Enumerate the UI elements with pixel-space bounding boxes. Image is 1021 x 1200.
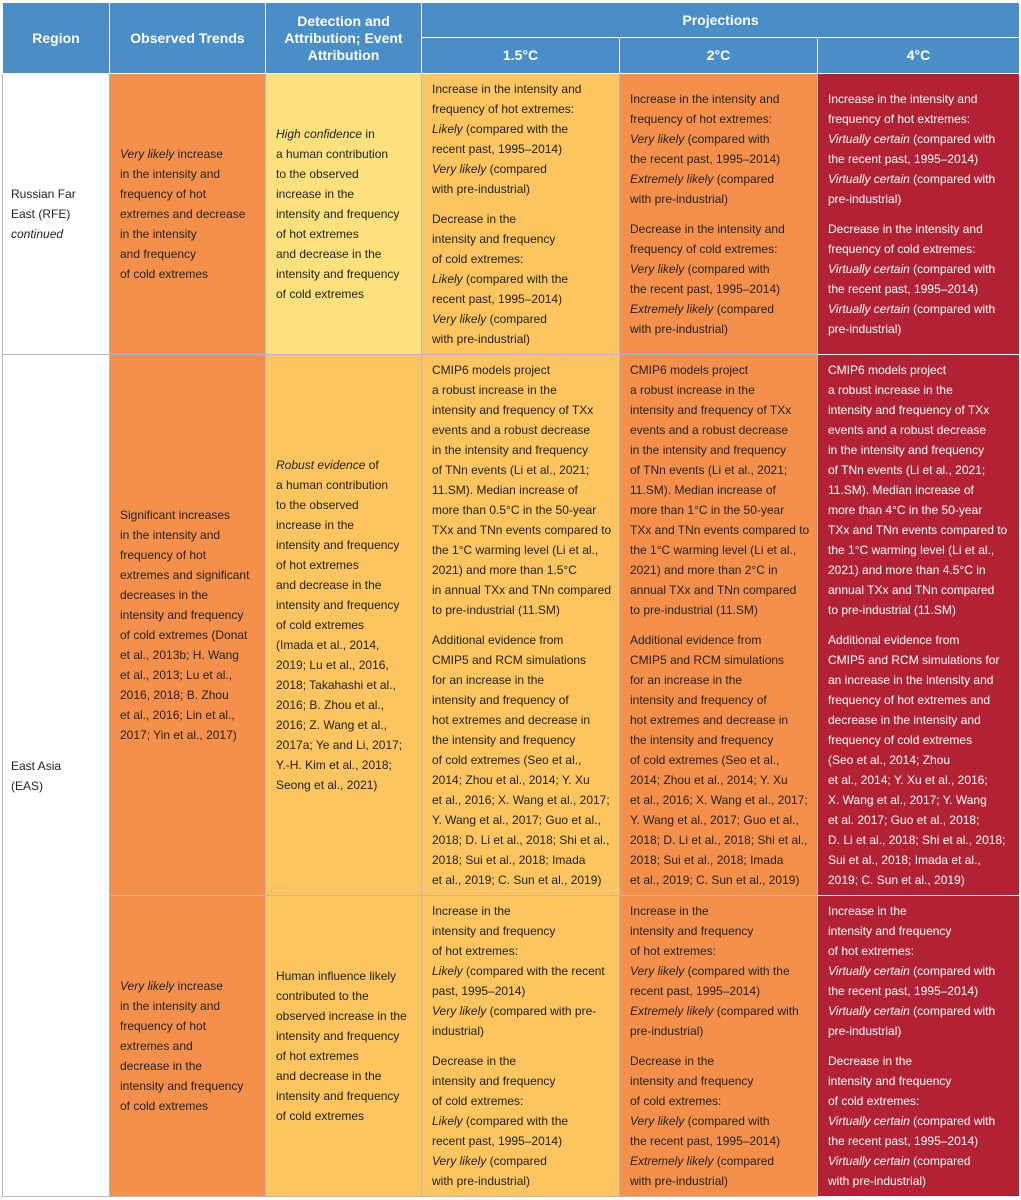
cell-line: Extremely likely (compared	[630, 172, 775, 186]
cell-line: of TNn events (Li et al., 2021;	[630, 463, 788, 477]
cell-line: Decrease in the	[630, 1054, 715, 1068]
cell-line: Very likely increase	[120, 147, 223, 161]
cell-line: of hot extremes	[276, 558, 359, 572]
cell-line: recent past, 1995–2014)	[630, 984, 761, 998]
cell-line: frequency of hot extremes and	[828, 693, 991, 707]
cell-line: frequency of hot	[120, 187, 207, 201]
cell-line: 11.SM). Median increase of	[828, 483, 974, 497]
cell-line: a robust increase in the	[630, 383, 755, 397]
cell-line: 2017a; Ye and Li, 2017;	[276, 738, 403, 752]
cell-line: pre-industrial)	[828, 192, 902, 206]
cell-line: High confidence in	[276, 127, 375, 141]
region-line: East Asia	[11, 758, 62, 773]
cell-line: Y. Wang et al., 2017; Guo et al.,	[630, 813, 799, 827]
cell-line: events and a robust decrease	[828, 423, 987, 437]
cell-line: extremes and	[120, 1039, 193, 1053]
cell-line: et al., 2019; C. Sun et al., 2019)	[432, 873, 602, 887]
cell-line: of cold extremes	[120, 1099, 209, 1113]
cell-line: with pre-industrial)	[432, 182, 531, 196]
cell-line: intensity and frequency	[276, 267, 400, 281]
cell-line: intensity and frequency	[276, 207, 400, 221]
cell-line: intensity and frequency	[120, 1079, 244, 1093]
cell-line: Very likely (compared with	[630, 1114, 770, 1128]
cell-line: decreases in the	[120, 588, 209, 602]
cell-line: frequency of cold extremes	[828, 733, 973, 747]
cell-line: frequency of hot extremes:	[828, 112, 971, 126]
cell-paragraph	[828, 89, 1013, 209]
cell-line: annual TXx and TNn compared	[828, 583, 995, 597]
table-row	[3, 896, 1020, 1197]
cell-line: 11.SM). Median increase of	[432, 483, 578, 497]
cell-line: Virtually certain (compared with	[828, 172, 996, 186]
header-observed-trends: Observed Trends	[110, 3, 266, 74]
cell-line: Increase in the intensity and	[432, 82, 582, 96]
projection-1-5c-cell	[422, 74, 620, 355]
cell-paragraph	[828, 360, 1013, 620]
cell-line: observed increase in the	[276, 1009, 407, 1023]
region-line: continued	[11, 227, 64, 241]
cell-line: extremes and decrease	[120, 207, 246, 221]
cell-line: and frequency	[120, 247, 197, 261]
cell-line: to pre-industrial (11.SM)	[432, 603, 560, 617]
cell-line: 2014; Zhou et al., 2014; Y. Xu	[630, 773, 788, 787]
cell-line: the intensity and frequency	[630, 733, 774, 747]
cell-line: of hot extremes:	[630, 944, 717, 958]
cell-line: Very likely (compared with the	[630, 964, 790, 978]
cell-line: with pre-industrial)	[432, 332, 531, 346]
cell-paragraph	[630, 630, 811, 890]
cell-line: Sui et al., 2018; Imada et al.,	[828, 853, 981, 867]
cell-line: Very likely (compared with pre-	[432, 1004, 597, 1018]
cell-line: with pre-industrial)	[432, 1174, 531, 1188]
cell-paragraph	[432, 209, 613, 349]
cell-line: pre-industrial)	[630, 1024, 704, 1038]
cell-line: TXx and TNn events compared to	[432, 523, 612, 537]
cell-line: in the intensity and frequency	[432, 443, 589, 457]
cell-line: Extremely likely (compared	[630, 302, 775, 316]
cell-line: 2016; Z. Wang et al.,	[276, 718, 387, 732]
cell-line: increase in the	[276, 518, 355, 532]
cell-line: the recent past, 1995–2014)	[630, 282, 781, 296]
region-cell	[3, 355, 110, 1197]
cell-line: 2018; D. Li et al., 2018; Shi et al.,	[630, 833, 808, 847]
cell-line: Increase in the intensity and	[630, 92, 780, 106]
header-4c: 4°C	[818, 38, 1020, 74]
cell-line: 2018; Sui et al., 2018; Imada	[630, 853, 784, 867]
region-cell	[3, 74, 110, 355]
region-line: Russian Far	[11, 187, 76, 201]
cell-line: a human contribution	[276, 147, 389, 161]
cell-line: Robust evidence of	[276, 458, 379, 472]
cell-paragraph	[432, 630, 613, 890]
cell-line: X. Wang et al., 2017; Y. Wang	[828, 793, 987, 807]
cell-line: of cold extremes (Seo et al.,	[432, 753, 582, 767]
observed-trends-cell	[110, 896, 266, 1197]
region-line: East (RFE)	[11, 207, 71, 221]
cell-line: intensity and frequency	[120, 608, 244, 622]
observed-trends-cell	[110, 74, 266, 355]
cell-line: Likely (compared with the	[432, 122, 569, 136]
cell-line: CMIP6 models project	[432, 363, 551, 377]
cell-line: of cold extremes	[120, 267, 209, 281]
cell-paragraph	[630, 89, 811, 209]
cell-line: 2014; Zhou et al., 2014; Y. Xu	[432, 773, 590, 787]
cell-line: more than 0.5°C in the 50-year	[432, 503, 597, 517]
cell-line: of cold extremes (Donat	[120, 628, 248, 642]
cell-line: Virtually certain (compared with	[828, 1114, 996, 1128]
cell-line: 11.SM). Median increase of	[630, 483, 776, 497]
cell-line: Very likely (compared	[432, 1154, 547, 1168]
cell-line: recent past, 1995–2014)	[432, 142, 563, 156]
cell-line: of TNn events (Li et al., 2021;	[432, 463, 590, 477]
cell-line: Extremely likely (compared with	[630, 1004, 799, 1018]
cell-line: intensity and frequency of TXx	[828, 403, 990, 417]
cell-line: in the intensity and	[120, 167, 221, 181]
cell-line: Decrease in the intensity and	[630, 222, 785, 236]
cell-line: Decrease in the intensity and	[828, 222, 983, 236]
header-2c: 2°C	[620, 38, 818, 74]
cell-line: Increase in the	[630, 904, 709, 918]
cell-line: of hot extremes	[276, 227, 359, 241]
cell-paragraph	[630, 219, 811, 339]
cell-line: frequency of cold extremes:	[828, 242, 976, 256]
cell-line: contributed to the	[276, 989, 369, 1003]
cell-line: et al., 2014; Y. Xu et al., 2016;	[828, 773, 988, 787]
cell-line: Additional evidence from	[828, 633, 960, 647]
cell-line: with pre-industrial)	[630, 192, 729, 206]
extremes-table	[2, 2, 1020, 1197]
header-projections: Projections	[422, 3, 1020, 38]
cell-paragraph	[630, 360, 811, 620]
cell-line: 2021) and more than 4.5°C in	[828, 563, 986, 577]
cell-line: Decrease in the	[432, 1054, 517, 1068]
cell-line: frequency of hot extremes:	[630, 112, 773, 126]
cell-line: decrease in the intensity and	[828, 713, 981, 727]
cell-line: (Seo et al., 2014; Zhou	[828, 753, 951, 767]
cell-line: Virtually certain (compared with	[828, 1004, 996, 1018]
cell-line: of cold extremes:	[828, 1094, 920, 1108]
cell-paragraph	[828, 901, 1013, 1041]
cell-line: Very likely (compared with	[630, 262, 770, 276]
cell-line: to pre-industrial (11.SM)	[828, 603, 956, 617]
cell-line: intensity and frequency	[276, 1029, 400, 1043]
cell-paragraph	[630, 1051, 811, 1191]
cell-line: and decrease in the	[276, 578, 382, 592]
cell-paragraph	[432, 79, 613, 199]
cell-line: frequency of hot	[120, 1019, 207, 1033]
cell-line: intensity and frequency of TXx	[432, 403, 594, 417]
cell-line: Virtually certain (compared with	[828, 262, 996, 276]
header-detection-attribution: Detection and Attribution; Event Attribution	[266, 3, 422, 74]
cell-line: of hot extremes:	[828, 944, 915, 958]
cell-line: TXx and TNn events compared to	[828, 523, 1008, 537]
cell-line: CMIP6 models project	[630, 363, 749, 377]
cell-line: in the intensity and frequency	[828, 443, 985, 457]
cell-line: a robust increase in the	[828, 383, 953, 397]
cell-line: of cold extremes (Seo et al.,	[630, 753, 780, 767]
cell-line: et al., 2016; X. Wang et al., 2017;	[432, 793, 610, 807]
cell-line: a robust increase in the	[432, 383, 557, 397]
cell-line: Extremely likely (compared	[630, 1154, 775, 1168]
cell-line: more than 1°C in the 50-year	[630, 503, 785, 517]
cell-line: intensity and frequency	[432, 1074, 556, 1088]
cell-line: intensity and frequency	[276, 1089, 400, 1103]
cell-line: of TNn events (Li et al., 2021;	[828, 463, 986, 477]
cell-line: Likely (compared with the	[432, 1114, 569, 1128]
cell-line: Very likely (compared	[432, 162, 547, 176]
cell-line: 2019; Lu et al., 2016,	[276, 658, 389, 672]
cell-line: Decrease in the	[828, 1054, 913, 1068]
cell-line: D. Li et al., 2018; Shi et al., 2018;	[828, 833, 1006, 847]
cell-line: TXx and TNn events compared to	[630, 523, 810, 537]
attribution-cell	[266, 355, 422, 896]
cell-line: intensity and frequency	[276, 598, 400, 612]
cell-line: 2016; B. Zhou et al.,	[276, 698, 385, 712]
cell-line: Likely (compared with the recent	[432, 964, 605, 978]
cell-line: the recent past, 1995–2014)	[828, 984, 979, 998]
cell-line: of cold extremes	[276, 287, 365, 301]
cell-line: the 1°C warming level (Li et al.,	[630, 543, 797, 557]
cell-line: intensity and frequency	[630, 924, 754, 938]
cell-line: frequency of cold extremes:	[630, 242, 778, 256]
cell-line: 2019; C. Sun et al., 2019)	[828, 873, 965, 887]
header-1-5c: 1.5°C	[422, 38, 620, 74]
cell-line: the 1°C warming level (Li et al.,	[432, 543, 599, 557]
cell-line: for an increase in the	[630, 673, 743, 687]
observed-trends-cell	[110, 355, 266, 896]
cell-line: intensity and frequency of TXx	[630, 403, 792, 417]
cell-line: with pre-industrial)	[630, 322, 729, 336]
cell-line: pre-industrial)	[828, 322, 902, 336]
cell-line: extremes and significant	[120, 568, 250, 582]
cell-line: of cold extremes:	[630, 1094, 722, 1108]
cell-line: the recent past, 1995–2014)	[630, 152, 781, 166]
cell-line: Virtually certain (compared	[828, 1154, 971, 1168]
cell-line: 2021) and more than 2°C in	[630, 563, 778, 577]
cell-line: 2016, 2018; B. Zhou	[120, 688, 229, 702]
cell-line: intensity and frequency of	[630, 693, 767, 707]
cell-line: events and a robust decrease	[630, 423, 789, 437]
cell-line: CMIP5 and RCM simulations for	[828, 653, 1000, 667]
cell-line: an increase in the intensity and	[828, 673, 994, 687]
cell-line: Likely (compared with the	[432, 272, 569, 286]
cell-line: pre-industrial)	[828, 1024, 902, 1038]
cell-line: Human influence likely	[276, 969, 397, 983]
cell-line: Additional evidence from	[630, 633, 762, 647]
cell-line: increase in the	[276, 187, 355, 201]
projection-4c-cell	[818, 896, 1020, 1197]
cell-line: industrial)	[432, 1024, 485, 1038]
cell-paragraph	[828, 1051, 1013, 1191]
cell-line: Virtually certain (compared with	[828, 302, 996, 316]
cell-line: frequency of hot	[120, 548, 207, 562]
cell-line: and decrease in the	[276, 1069, 382, 1083]
cell-paragraph	[432, 901, 613, 1041]
cell-line: Y.-H. Kim et al., 2018;	[276, 758, 392, 772]
table-row	[3, 355, 1020, 896]
cell-line: the intensity and frequency	[432, 733, 576, 747]
cell-line: CMIP6 models project	[828, 363, 947, 377]
cell-paragraph	[432, 1051, 613, 1191]
cell-line: with pre-industrial)	[828, 1174, 927, 1188]
cell-line: 2017; Yin et al., 2017)	[120, 728, 237, 742]
cell-line: and decrease in the	[276, 247, 382, 261]
projection-2c-cell	[620, 355, 818, 896]
cell-line: of cold extremes:	[432, 252, 524, 266]
attribution-cell	[266, 74, 422, 355]
cell-line: et al., 2013b; H. Wang	[120, 648, 239, 662]
cell-line: to the observed	[276, 498, 359, 512]
cell-line: intensity and frequency	[432, 232, 556, 246]
cell-line: Significant increases	[120, 508, 231, 522]
cell-line: annual TXx and TNn compared	[630, 583, 797, 597]
cell-line: the recent past, 1995–2014)	[828, 1134, 979, 1148]
projection-1-5c-cell	[422, 355, 620, 896]
region-line: (EAS)	[11, 778, 44, 793]
attribution-cell	[266, 896, 422, 1197]
cell-line: in the intensity and	[120, 528, 221, 542]
cell-line: intensity and frequency	[828, 924, 952, 938]
cell-line: frequency of hot extremes:	[432, 102, 575, 116]
projection-1-5c-cell	[422, 896, 620, 1197]
cell-line: 2021) and more than 1.5°C	[432, 563, 577, 577]
cell-line: the recent past, 1995–2014)	[828, 282, 979, 296]
cell-line: past, 1995–2014)	[432, 984, 526, 998]
cell-paragraph	[828, 630, 1013, 890]
cell-line: the recent past, 1995–2014)	[828, 152, 979, 166]
cell-line: Increase in the intensity and	[828, 92, 978, 106]
cell-line: 2018; Sui et al., 2018; Imada	[432, 853, 586, 867]
cell-line: (Imada et al., 2014,	[276, 638, 380, 652]
cell-line: of hot extremes:	[432, 944, 519, 958]
cell-line: with pre-industrial)	[630, 1174, 729, 1188]
cell-line: hot extremes and decrease in	[432, 713, 591, 727]
cell-line: et al. 2017; Guo et al., 2018;	[828, 813, 980, 827]
cell-line: intensity and frequency	[432, 924, 556, 938]
cell-line: Increase in the	[432, 904, 511, 918]
cell-line: recent past, 1995–2014)	[432, 292, 563, 306]
cell-line: recent past, 1995–2014)	[432, 1134, 563, 1148]
cell-line: to the observed	[276, 167, 359, 181]
cell-line: CMIP5 and RCM simulations	[630, 653, 785, 667]
cell-line: intensity and frequency	[276, 538, 400, 552]
cell-line: intensity and frequency	[630, 1074, 754, 1088]
cell-line: Increase in the	[828, 904, 907, 918]
cell-line: in the intensity and	[120, 999, 221, 1013]
cell-line: Virtually certain (compared with	[828, 132, 996, 146]
cell-line: in annual TXx and TNn compared	[432, 583, 611, 597]
cell-paragraph	[828, 219, 1013, 339]
cell-line: more than 4°C in the 50-year	[828, 503, 983, 517]
cell-line: to pre-industrial (11.SM)	[630, 603, 758, 617]
projection-4c-cell	[818, 355, 1020, 896]
cell-line: Seong et al., 2021)	[276, 778, 378, 792]
cell-line: of hot extremes	[276, 1049, 359, 1063]
projection-2c-cell	[620, 896, 818, 1197]
projection-2c-cell	[620, 74, 818, 355]
cell-line: Additional evidence from	[432, 633, 564, 647]
cell-line: the 1°C warming level (Li et al.,	[828, 543, 995, 557]
cell-line: for an increase in the	[432, 673, 545, 687]
cell-line: Decrease in the	[432, 212, 517, 226]
cell-line: 2018; D. Li et al., 2018; Shi et al.,	[432, 833, 610, 847]
cell-line: in the intensity	[120, 227, 197, 241]
cell-line: Very likely (compared	[432, 312, 547, 326]
cell-line: et al., 2013; Lu et al.,	[120, 668, 233, 682]
cell-line: Y. Wang et al., 2017; Guo et al.,	[432, 813, 601, 827]
cell-line: intensity and frequency	[828, 1074, 952, 1088]
cell-line: et al., 2019; C. Sun et al., 2019)	[630, 873, 800, 887]
cell-paragraph	[432, 360, 613, 620]
cell-line: hot extremes and decrease in	[630, 713, 789, 727]
cell-line: 2018; Takahashi et al.,	[276, 678, 396, 692]
cell-line: Very likely increase	[120, 979, 223, 993]
cell-line: et al., 2016; X. Wang et al., 2017;	[630, 793, 808, 807]
projection-4c-cell	[818, 74, 1020, 355]
cell-line: et al., 2016; Lin et al.,	[120, 708, 235, 722]
cell-line: decrease in the	[120, 1059, 203, 1073]
cell-line: CMIP5 and RCM simulations	[432, 653, 587, 667]
cell-line: a human contribution	[276, 478, 389, 492]
cell-line: intensity and frequency of	[432, 693, 569, 707]
cell-line: of cold extremes:	[432, 1094, 524, 1108]
cell-line: in the intensity and frequency	[630, 443, 787, 457]
table-row	[3, 74, 1020, 355]
cell-line: Very likely (compared with	[630, 132, 770, 146]
cell-line: Virtually certain (compared with	[828, 964, 996, 978]
header-region: Region	[3, 3, 110, 74]
cell-line: of cold extremes	[276, 618, 365, 632]
cell-line: of cold extremes	[276, 1109, 365, 1123]
cell-line: events and a robust decrease	[432, 423, 591, 437]
cell-line: the recent past, 1995–2014)	[630, 1134, 781, 1148]
cell-paragraph	[630, 901, 811, 1041]
